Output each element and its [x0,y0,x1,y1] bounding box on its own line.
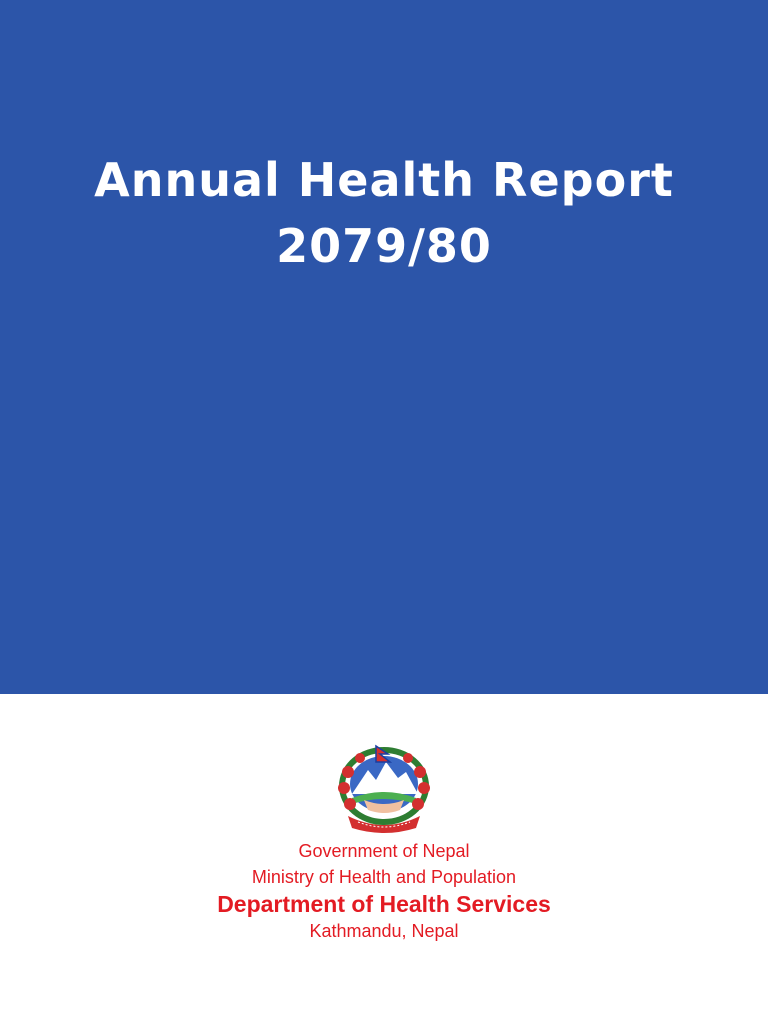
emblem-graphic [330,742,438,834]
report-year: 2079/80 [276,219,492,273]
department-name: Department of Health Services [217,891,551,917]
nepal-coat-of-arms-icon [330,742,438,834]
report-title: Annual Health Report [94,153,674,207]
ministry-name: Ministry of Health and Population [251,867,517,887]
publisher-location: Kathmandu, Nepal [309,921,459,941]
government-name: Government of Nepal [298,841,470,861]
publisher-block [0,838,768,944]
